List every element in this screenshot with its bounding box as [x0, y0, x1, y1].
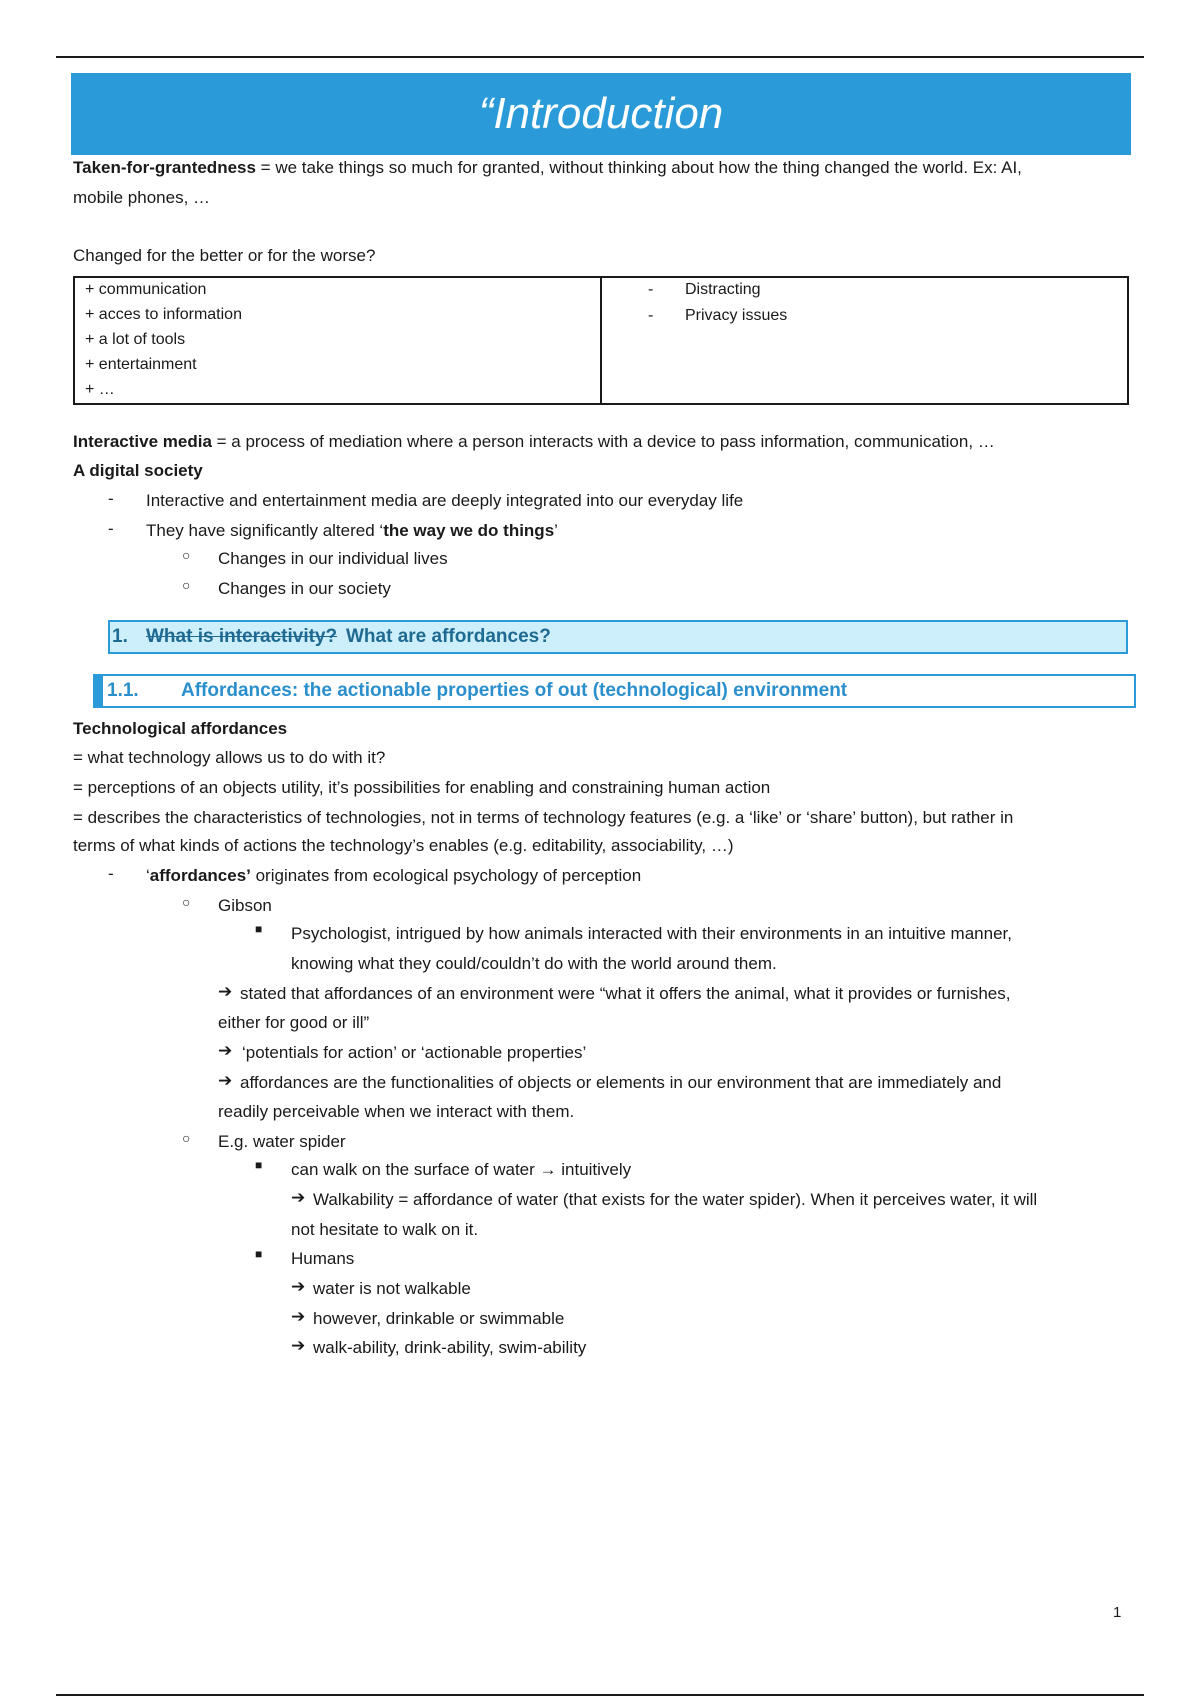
arrow-icon: ➔	[291, 1307, 306, 1326]
intro-definition	[73, 156, 1022, 180]
heading-2-number: 1.1.	[107, 680, 139, 701]
sub-list-item: Changes in our society	[218, 579, 391, 598]
arrow-line-continued: not hesitate to walk on it.	[291, 1220, 479, 1239]
pro-item: + acces to information	[85, 306, 242, 323]
comparison-question: Changed for the better or for the worse?	[73, 246, 376, 265]
arrow-line: ‘potentials for action’ or ‘actionable properties’	[242, 1043, 587, 1062]
comparison-table	[73, 276, 1129, 405]
arrow-line: water is not walkable	[313, 1279, 471, 1298]
definition-line: = describes the characteristics of technologies, not in terms of technology features (e.g. a ‘like’ or ‘share’ button), but rather in	[73, 808, 1014, 827]
interactive-media-definition	[73, 430, 995, 454]
pro-item: + a lot of tools	[85, 331, 186, 348]
interactive-media-term: Interactive media	[73, 432, 212, 451]
con-item-text: Distracting	[685, 281, 761, 298]
circle-bullet-icon: ○	[182, 547, 191, 563]
page-number: 1	[1113, 1604, 1122, 1621]
intro-term: Taken-for-grantedness	[73, 158, 256, 177]
page-title: “Introduction	[71, 73, 1131, 155]
heading-1	[108, 620, 1128, 654]
dash-bullet: -	[108, 489, 114, 508]
bottom-rule	[56, 1694, 1144, 1696]
dash-bullet: -	[108, 519, 114, 538]
arrow-line: affordances are the functionalities of objects or elements in our environment that are immediately and	[240, 1073, 1002, 1092]
definition-line: = what technology allows us to do with it?	[73, 748, 386, 767]
sub-sub-list-item: Psychologist, intrigued by how animals interacted with their environments in an intuitive manner,	[291, 924, 1012, 943]
list-item-emphasis: affordances’	[149, 866, 251, 885]
sub-sub-list-item-continued: knowing what they could/couldn’t do with the world around them.	[291, 954, 777, 973]
arrow-icon: ➔	[218, 982, 233, 1001]
heading-1-text: What are affordances?	[346, 626, 551, 647]
definition-line: = perceptions of an objects utility, it’s possibilities for enabling and constraining human action	[73, 778, 771, 797]
pro-item: + entertainment	[85, 356, 197, 373]
square-bullet-icon: ■	[255, 922, 263, 936]
circle-bullet-icon: ○	[182, 1130, 191, 1146]
arrow-icon: ➔	[291, 1336, 306, 1355]
intro-definition-text: = we take things so much for granted, without thinking about how the thing changed the world. Ex: AI,	[255, 158, 1022, 177]
sub-list-item: Changes in our individual lives	[218, 549, 448, 568]
intro-definition-continued: mobile phones, …	[73, 188, 211, 207]
arrow-line-continued: either for good or ill”	[218, 1013, 370, 1032]
arrow-line: stated that affordances of an environment were “what it offers the animal, what it provides or furnishes,	[240, 984, 1011, 1003]
arrow-icon: ➔	[218, 1071, 233, 1090]
arrow-line: however, drinkable or swimmable	[313, 1309, 565, 1328]
arrow-line-continued: readily perceivable when we interact with them.	[218, 1102, 575, 1121]
arrow-icon: ➔	[291, 1188, 306, 1207]
heading-2-text: Affordances: the actionable properties of out (technological) environment	[181, 680, 848, 701]
sub-list-item: E.g. water spider	[218, 1132, 346, 1151]
list-item	[146, 519, 558, 543]
square-bullet-icon: ■	[255, 1158, 263, 1172]
arrow-icon: ➔	[218, 1041, 233, 1060]
top-rule	[56, 56, 1144, 58]
con-item: - Distracting	[648, 281, 761, 298]
dash-bullet: -	[108, 864, 114, 883]
tech-affordances-heading: Technological affordances	[73, 719, 288, 738]
sub-sub-list-item: can walk on the surface of water → intuitively	[291, 1160, 632, 1179]
definition-line: terms of what kinds of actions the technology’s enables (e.g. editability, associability, …)	[73, 836, 734, 855]
list-item-emphasis: the way we do things	[383, 521, 555, 540]
heading-1-number: 1.	[112, 626, 128, 647]
arrow-icon: ➔	[291, 1277, 306, 1296]
sub-list-item: Gibson	[218, 896, 272, 915]
sub-sub-list-item: Humans	[291, 1249, 355, 1268]
con-item: - Privacy issues	[648, 307, 788, 324]
square-bullet-icon: ■	[255, 1247, 263, 1261]
cons-column	[601, 277, 1128, 404]
list-item: Interactive and entertainment media are deeply integrated into our everyday life	[146, 491, 744, 510]
pro-item: + …	[85, 381, 115, 398]
list-item	[146, 864, 641, 888]
list-item-text: originates from ecological psychology of perception	[250, 866, 642, 885]
circle-bullet-icon: ○	[182, 894, 191, 910]
digital-society-heading: A digital society	[73, 461, 203, 480]
pros-column	[74, 277, 601, 404]
list-item-text: ’	[554, 521, 558, 540]
list-item-text: ‘	[146, 866, 150, 885]
arrow-line: walk-ability, drink-ability, swim-ability	[313, 1338, 587, 1357]
pro-item: + communication	[85, 281, 207, 298]
heading-1-struck-text: What is interactivity?	[146, 626, 338, 647]
circle-bullet-icon: ○	[182, 577, 191, 593]
heading-2	[93, 674, 1136, 708]
con-item-text: Privacy issues	[685, 307, 788, 324]
interactive-media-text: = a process of mediation where a person interacts with a device to pass information, communication, …	[211, 432, 995, 451]
list-item-text: They have significantly altered ‘	[146, 521, 384, 540]
arrow-line: Walkability = affordance of water (that exists for the water spider). When it perceives water, it will	[313, 1190, 1038, 1209]
